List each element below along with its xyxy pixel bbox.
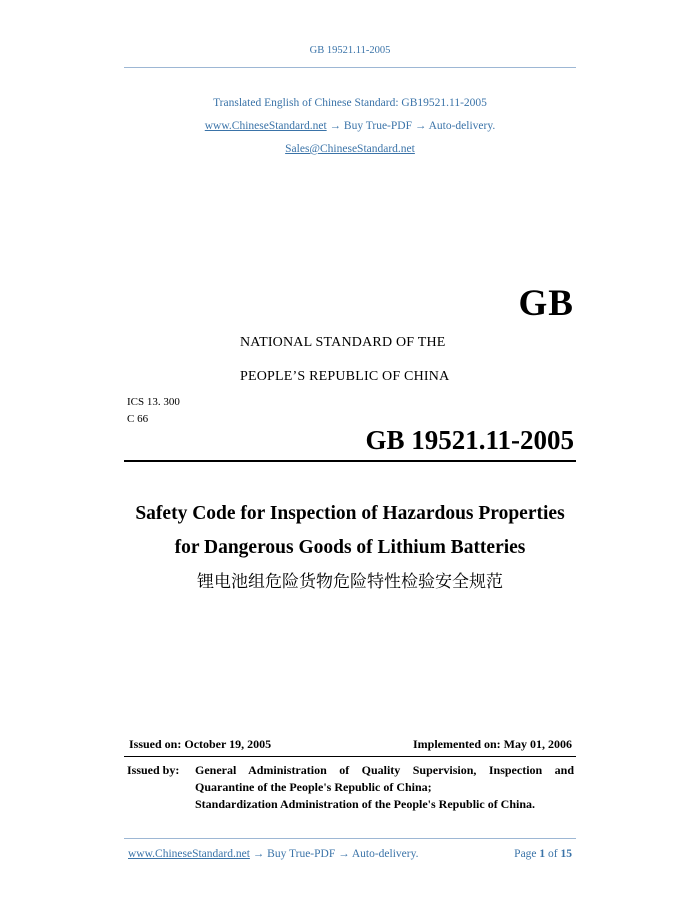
issued-by-line2: Quarantine of the People's Republic of China; [195, 780, 432, 794]
ics-code: ICS 13. 300 [127, 396, 180, 408]
dates-row [129, 737, 572, 752]
issued-by-line1: General Administration of Quality Supervision, Inspection and [195, 763, 574, 777]
title-en-line2: for Dangerous Goods of Lithium Batteries [174, 537, 526, 558]
page-of: of [548, 848, 558, 860]
email-link[interactable]: Sales@ChineseStandard.net [285, 143, 415, 155]
footer-purchase-text: → Buy True-PDF → Auto-delivery. [249, 848, 419, 860]
gb-mark: GB [518, 283, 574, 324]
footer [128, 848, 572, 860]
page-indicator [514, 848, 572, 860]
email-line [0, 143, 700, 155]
national-standard-line2: PEOPLE’S REPUBLIC OF CHINA [240, 369, 450, 384]
issued-by-line3: Standardization Administration of the People's Republic of China. [195, 797, 536, 811]
title-zh: 锂电池组危险货物危险特性检验安全规范 [197, 572, 503, 592]
header-divider [124, 67, 576, 68]
page-label: Page [514, 848, 537, 860]
purchase-text: → Buy True-PDF → Auto-delivery. [326, 120, 496, 132]
implemented-on: Implemented on: May 01, 2006 [413, 737, 572, 751]
dates-divider [124, 756, 576, 757]
footer-site-link[interactable]: www.ChineseStandard.net [128, 848, 250, 860]
national-standard-line1: NATIONAL STANDARD OF THE [240, 335, 446, 350]
page-total: 15 [560, 848, 572, 860]
title-en-line1: Safety Code for Inspection of Hazardous Properties [135, 503, 565, 524]
site-link[interactable]: www.ChineseStandard.net [204, 120, 327, 132]
footer-divider [124, 838, 576, 839]
purchase-line [0, 120, 700, 132]
page-current: 1 [539, 848, 546, 860]
issued-by-label: Issued by: [127, 763, 180, 777]
running-header: GB 19521.11-2005 [309, 45, 391, 56]
issued-on: Issued on: October 19, 2005 [129, 737, 272, 751]
translation-notice: Translated English of Chinese Standard: GB19521.11-2005 [213, 97, 487, 109]
title-divider [124, 460, 576, 462]
ccs-code: C 66 [127, 413, 149, 425]
standard-number: GB 19521.11-2005 [365, 425, 574, 455]
